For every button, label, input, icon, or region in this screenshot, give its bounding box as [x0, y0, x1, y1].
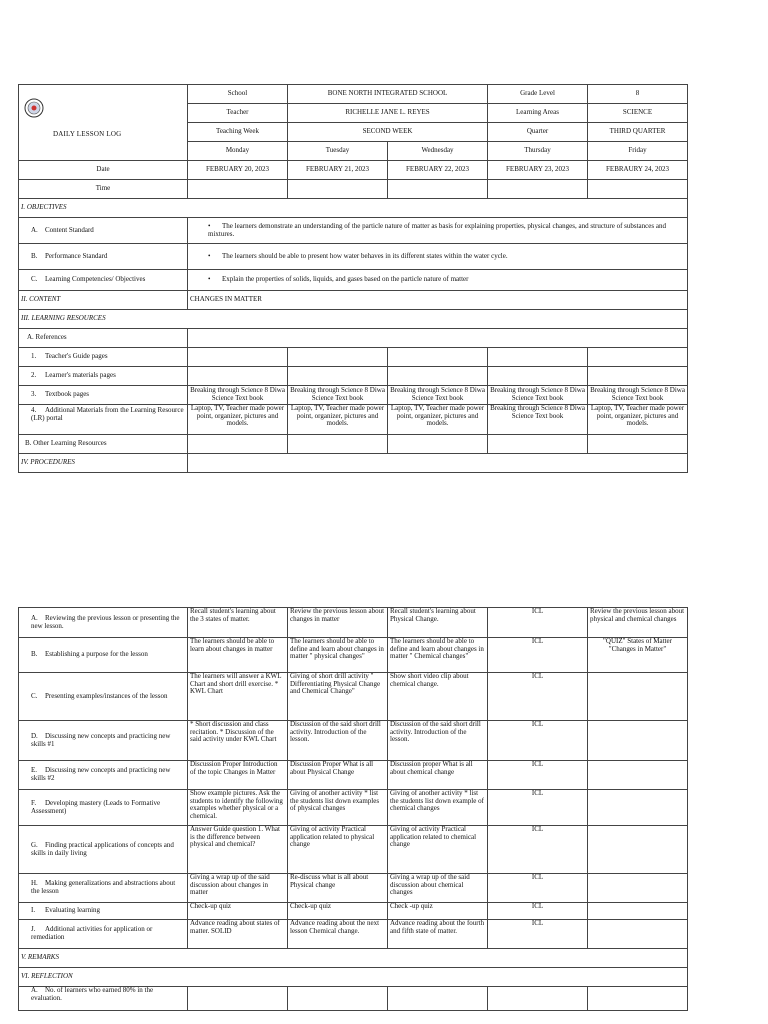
- time-cell: [588, 180, 688, 199]
- procedure-text: Additional activities for application or remediation: [31, 925, 153, 941]
- procedure-cell: Show example pictures. Ask the students to identify the following examples whether physical or a chemical.: [188, 790, 288, 826]
- textbook-cell: Breaking through Science 8 Diwa Science Text book: [288, 386, 388, 405]
- teacher-value: RICHELLE JANE L. REYES: [288, 104, 488, 123]
- reflection-cell: [288, 987, 388, 1011]
- procedure-cell: Discussion of the said short drill activity. Introduction of the lesson.: [288, 721, 388, 761]
- procedure-text: Discussing new concepts and practicing new skills #1: [31, 731, 171, 748]
- procedure-cell: Show short video clip about chemical change.: [388, 673, 488, 721]
- references-label: A. References: [19, 329, 188, 348]
- learning-areas-label: Learning Areas: [488, 104, 588, 123]
- procedure-row: [19, 721, 688, 761]
- procedure-row: [19, 826, 688, 874]
- procedure-label: [19, 903, 188, 920]
- other-resources-label: B. Other Learning Resources: [19, 435, 188, 454]
- guide-cell: [288, 348, 388, 367]
- procedure-letter: G.: [31, 840, 38, 849]
- other-cell: [488, 435, 588, 454]
- procedure-cell: Discussion Proper Introduction of the topic Changes in Matter: [188, 761, 288, 790]
- procedure-cell: Giving of activity Practical application related to physical change: [288, 826, 388, 874]
- procedure-cell: ICL: [488, 903, 588, 920]
- procedure-label: [19, 721, 188, 761]
- procedure-cell: [588, 673, 688, 721]
- content-standard-text: • The learners demonstrate an understanding of the particle nature of matter as basis for explaining properties, physical changes, and structure of substances and mixtures.: [188, 218, 688, 244]
- teacher-label: Teacher: [188, 104, 288, 123]
- procedure-cell: The learners should be able to learn about changes in matter: [188, 638, 288, 673]
- materials-cell: [488, 367, 588, 386]
- procedures-heading: IV. PROCEDURES: [19, 454, 188, 473]
- textbook-cell: Breaking through Science 8 Diwa Science Text book: [588, 386, 688, 405]
- logo-title-cell: [19, 85, 188, 161]
- date-label: Date: [19, 161, 188, 180]
- teaching-week-value: SECOND WEEK: [288, 123, 488, 142]
- procedure-cell: [588, 903, 688, 920]
- objectives-heading: I. OBJECTIVES: [19, 199, 688, 218]
- procedure-cell: Recall student's learning about the 3 states of matter.: [188, 608, 288, 638]
- procedure-cell: ICL: [488, 826, 588, 874]
- teachers-guide-label: 1. Teacher's Guide pages: [19, 348, 188, 367]
- guide-cell: [188, 348, 288, 367]
- quarter-label: Quarter: [488, 123, 588, 142]
- resources-heading: III. LEARNING RESOURCES: [19, 310, 688, 329]
- procedure-label: [19, 761, 188, 790]
- procedure-cell: * Short discussion and class recitation. * Discussion of the said activity under KWL Chart: [188, 721, 288, 761]
- performance-standard-label: B. Performance Standard: [19, 244, 188, 270]
- reflection-cell: [488, 987, 588, 1011]
- guide-cell: [588, 348, 688, 367]
- procedure-row: [19, 790, 688, 826]
- materials-cell: [188, 367, 288, 386]
- reflection-item: A. No. of learners who earned 80% in the evaluation.: [19, 987, 188, 1011]
- textbook-label: 3. Textbook pages: [19, 386, 188, 405]
- competencies-text: • Explain the properties of solids, liquids, and gases based on the particle nature of matter: [188, 270, 688, 291]
- content-text: CHANGES IN MATTER: [188, 291, 688, 310]
- content-heading: II. CONTENT: [19, 291, 188, 310]
- procedure-cell: ICL: [488, 920, 588, 949]
- procedure-row: [19, 920, 688, 949]
- reflection-heading: VI. REFLECTION: [19, 968, 688, 987]
- materials-cell: [388, 367, 488, 386]
- references-cell: [188, 329, 688, 348]
- date-tuesday: FEBRUARY 21, 2023: [288, 161, 388, 180]
- day-friday: Friday: [588, 142, 688, 161]
- time-cell: [388, 180, 488, 199]
- date-thursday: FEBRUARY 23, 2023: [488, 161, 588, 180]
- additional-cell: Laptop, TV, Teacher made power point, organizer, pictures and models.: [288, 405, 388, 435]
- procedure-cell: Recall student's learning about Physical Change.: [388, 608, 488, 638]
- procedure-cell: Giving of another activity * list the students list down examples of physical changes: [288, 790, 388, 826]
- procedure-cell: The learners should be able to define and learn about changes in matter " physical changes": [288, 638, 388, 673]
- procedure-cell: Giving a wrap up of the said discussion about chemical changes: [388, 874, 488, 903]
- procedure-cell: [588, 920, 688, 949]
- grade-level-value: 8: [588, 85, 688, 104]
- procedure-cell: Review the previous lesson about physical and chemical changes: [588, 608, 688, 638]
- day-wednesday: Wednesday: [388, 142, 488, 161]
- date-monday: FEBRUARY 20, 2023: [188, 161, 288, 180]
- materials-cell: [588, 367, 688, 386]
- procedure-row: [19, 608, 688, 638]
- additional-cell: Laptop, TV, Teacher made power point, organizer, pictures and models.: [188, 405, 288, 435]
- day-monday: Monday: [188, 142, 288, 161]
- procedure-label: [19, 920, 188, 949]
- learners-materials-label: 2. Learner's materials pages: [19, 367, 188, 386]
- procedure-letter: D.: [31, 731, 38, 740]
- date-wednesday: FEBRUARY 22, 2023: [388, 161, 488, 180]
- procedure-text: Reviewing the previous lesson or presenting the new lesson.: [31, 613, 180, 630]
- procedure-label: [19, 608, 188, 638]
- procedure-row: [19, 638, 688, 673]
- additional-cell: Laptop, TV, Teacher made power point, organizer, pictures and models.: [388, 405, 488, 435]
- time-label: Time: [19, 180, 188, 199]
- procedure-cell: Giving of another activity * list the students list down example of chemical changes: [388, 790, 488, 826]
- date-friday: FEBRAURY 24, 2023: [588, 161, 688, 180]
- procedure-row: [19, 673, 688, 721]
- procedure-cell: ICL: [488, 638, 588, 673]
- procedure-cell: ICL: [488, 790, 588, 826]
- other-cell: [188, 435, 288, 454]
- time-cell: [288, 180, 388, 199]
- procedure-cell: ICL: [488, 608, 588, 638]
- procedure-label: [19, 826, 188, 874]
- procedure-cell: ICL: [488, 761, 588, 790]
- procedure-cell: Check -up quiz: [388, 903, 488, 920]
- school-value: BONE NORTH INTEGRATED SCHOOL: [288, 85, 488, 104]
- procedure-cell: ICL: [488, 673, 588, 721]
- procedure-letter: J.: [31, 925, 36, 934]
- procedure-cell: Answer Guide question 1. What is the difference between physical and chemical?: [188, 826, 288, 874]
- procedure-cell: Advance reading about states of matter. SOLID: [188, 920, 288, 949]
- procedure-cell: Discussion proper What is all about chemical change: [388, 761, 488, 790]
- procedure-cell: Advance reading about the next lesson Chemical change.: [288, 920, 388, 949]
- procedure-cell: Giving a wrap up of the said discussion about changes in matter: [188, 874, 288, 903]
- procedure-cell: The learners should be able to define and learn about changes in matter " Chemical changes": [388, 638, 488, 673]
- procedure-cell: ICL: [488, 874, 588, 903]
- procedure-label: [19, 874, 188, 903]
- remarks-heading: V. REMARKS: [19, 949, 688, 968]
- procedure-cell: Advance reading about the fourth and fifth state of matter.: [388, 920, 488, 949]
- procedure-text: Developing mastery (Leads to Formative Assessment): [31, 798, 161, 815]
- procedure-cell: Review the previous lesson about changes in matter: [288, 608, 388, 638]
- other-cell: [388, 435, 488, 454]
- reflection-cell: [388, 987, 488, 1011]
- procedure-row: [19, 874, 688, 903]
- textbook-cell: Breaking through Science 8 Diwa Science Text book: [488, 386, 588, 405]
- school-label: School: [188, 85, 288, 104]
- content-standard-label: A. Content Standard: [19, 218, 188, 244]
- procedures-body: [19, 608, 688, 949]
- reflection-cell: [588, 987, 688, 1011]
- day-tuesday: Tuesday: [288, 142, 388, 161]
- procedure-cell: Check-up quiz: [288, 903, 388, 920]
- procedures-cell: [188, 454, 688, 473]
- performance-standard-text: • The learners should be able to present how water behaves in its different states within the water cycle.: [188, 244, 688, 270]
- procedure-letter: F.: [31, 798, 37, 807]
- reflection-cell: [188, 987, 288, 1011]
- procedure-letter: H.: [31, 879, 38, 888]
- additional-materials-label: 4. Additional Materials from the Learning Resource (LR) portal: [19, 405, 188, 435]
- learning-areas-value: SCIENCE: [588, 104, 688, 123]
- procedure-cell: Discussion Proper What is all about Physical Change: [288, 761, 388, 790]
- procedure-cell: Giving of activity Practical application related to chemical change: [388, 826, 488, 874]
- procedure-cell: ICL: [488, 721, 588, 761]
- procedures-table: [18, 607, 688, 1011]
- log-title: DAILY LESSON LOG: [53, 130, 122, 138]
- procedure-cell: [588, 826, 688, 874]
- procedure-cell: [588, 761, 688, 790]
- procedure-row: [19, 903, 688, 920]
- grade-level-label: Grade Level: [488, 85, 588, 104]
- other-cell: [288, 435, 388, 454]
- procedure-cell: [588, 790, 688, 826]
- teaching-week-label: Teaching Week: [188, 123, 288, 142]
- textbook-cell: Breaking through Science 8 Diwa Science Text book: [388, 386, 488, 405]
- procedure-cell: [588, 721, 688, 761]
- day-thursday: Thursday: [488, 142, 588, 161]
- lesson-log-header-table: [18, 84, 688, 473]
- procedure-text: Discussing new concepts and practicing new skills #2: [31, 766, 171, 782]
- procedure-cell: "QUIZ" States of Matter "Changes in Matter": [588, 638, 688, 673]
- procedure-text: Finding practical applications of concepts and skills in daily living: [31, 840, 174, 857]
- time-cell: [188, 180, 288, 199]
- procedure-label: [19, 673, 188, 721]
- additional-cell: Breaking through Science 8 Diwa Science Text book: [488, 405, 588, 435]
- other-cell: [588, 435, 688, 454]
- procedure-text: Evaluating learning: [45, 906, 101, 915]
- procedure-label: [19, 790, 188, 826]
- guide-cell: [488, 348, 588, 367]
- quarter-value: THIRD QUARTER: [588, 123, 688, 142]
- procedure-letter: E.: [31, 766, 38, 775]
- deped-seal-icon: [24, 98, 44, 118]
- procedure-letter: I.: [31, 906, 36, 915]
- procedure-cell: Re-discuss what is all about Physical change: [288, 874, 388, 903]
- procedure-cell: Check-up quiz: [188, 903, 288, 920]
- additional-cell: Laptop, TV, Teacher made power point, organizer, pictures and models.: [588, 405, 688, 435]
- procedure-label: [19, 638, 188, 673]
- procedure-cell: [588, 874, 688, 903]
- procedure-row: [19, 761, 688, 790]
- competencies-label: C. Learning Competencies/ Objectives: [19, 270, 188, 291]
- procedure-cell: The learners will answer a KWL Chart and short drill exercise. * KWL Chart: [188, 673, 288, 721]
- procedure-text: Establishing a purpose for the lesson: [45, 650, 148, 659]
- time-cell: [488, 180, 588, 199]
- procedure-cell: Giving of short drill activity " Differentiating Physical Change and Chemical Change": [288, 673, 388, 721]
- procedure-letter: A.: [31, 613, 38, 622]
- procedure-cell: Discussion of the said short drill activity. Introduction of the lesson.: [388, 721, 488, 761]
- procedure-letter: C.: [31, 691, 38, 700]
- guide-cell: [388, 348, 488, 367]
- materials-cell: [288, 367, 388, 386]
- textbook-cell: Breaking through Science 8 Diwa Science Text book: [188, 386, 288, 405]
- procedure-letter: B.: [31, 650, 38, 659]
- procedure-text: Presenting examples/instances of the lesson: [45, 691, 168, 700]
- procedure-text: Making generalizations and abstractions about the lesson: [31, 879, 176, 895]
